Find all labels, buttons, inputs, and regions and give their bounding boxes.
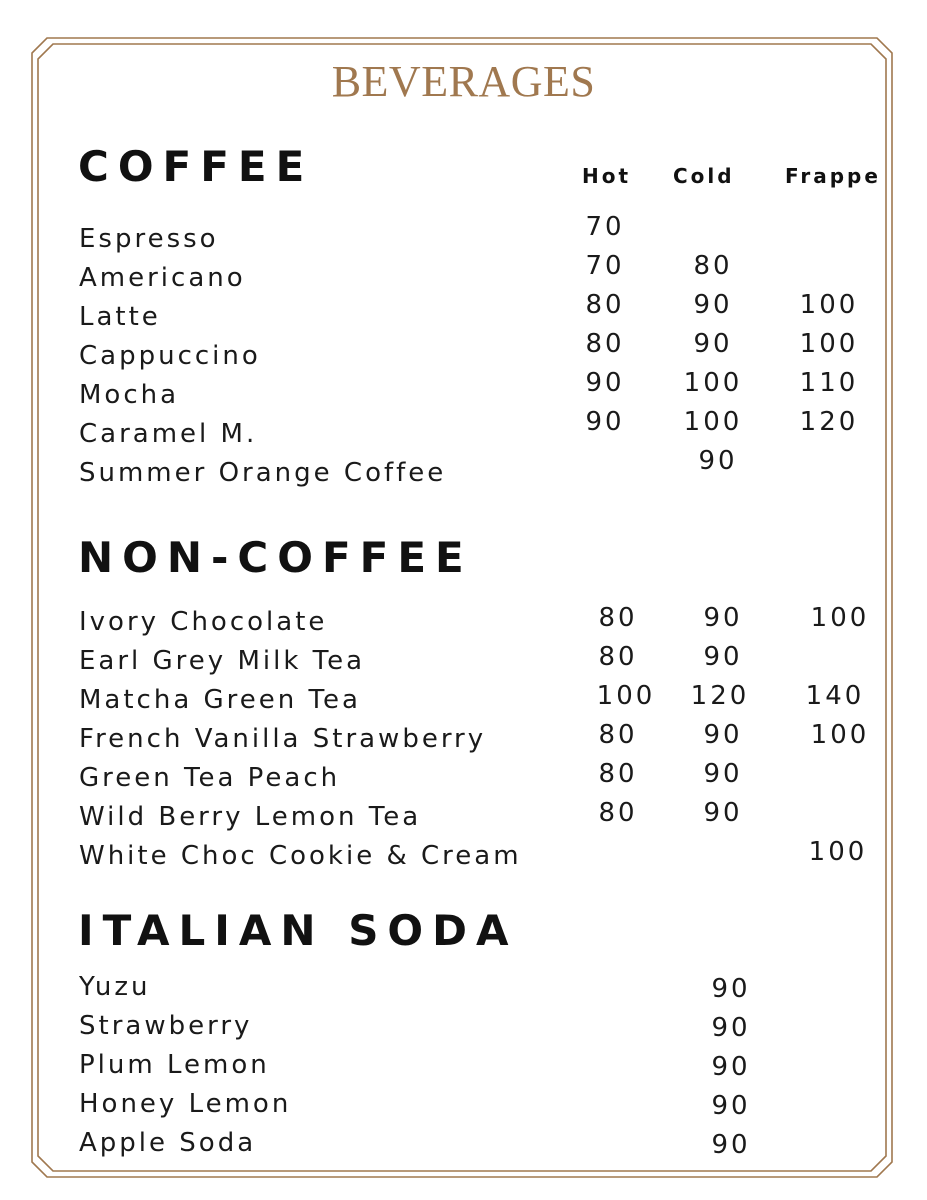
price-cold: 90 — [703, 759, 743, 789]
price: 90 — [711, 974, 751, 1004]
price-cold: 100 — [683, 407, 743, 437]
item-name: Yuzu — [79, 972, 151, 1002]
price-cold: 100 — [683, 368, 743, 398]
price-cold: 90 — [693, 290, 733, 320]
section-heading-non-coffee: NON-COFFEE — [78, 533, 473, 582]
menu-item-row — [0, 759, 927, 793]
price-frappe: 100 — [808, 837, 868, 867]
item-name: Summer Orange Coffee — [79, 458, 447, 488]
price-hot: 80 — [598, 642, 638, 672]
section-heading-coffee: COFFEE — [78, 142, 314, 191]
item-name: Green Tea Peach — [79, 763, 341, 793]
menu-item-row — [0, 720, 927, 754]
column-header-frappe: Frappe — [785, 164, 881, 188]
item-name: Cappuccino — [79, 341, 261, 371]
item-name: French Vanilla Strawberry — [79, 724, 487, 754]
price: 90 — [711, 1052, 751, 1082]
menu-item-row — [0, 212, 927, 254]
menu-item-row — [0, 1050, 927, 1080]
price-hot: 80 — [598, 603, 638, 633]
item-name: Apple Soda — [79, 1128, 257, 1158]
item-name: Americano — [79, 263, 246, 293]
item-name: Plum Lemon — [79, 1050, 270, 1080]
price-frappe: 100 — [799, 290, 859, 320]
price-cold: 90 — [703, 642, 743, 672]
price-hot: 80 — [585, 329, 625, 359]
price-hot: 80 — [598, 798, 638, 828]
menu-item-row — [0, 446, 927, 488]
item-name: Wild Berry Lemon Tea — [79, 802, 422, 832]
item-name: Matcha Green Tea — [79, 685, 361, 715]
price-frappe: 100 — [799, 329, 859, 359]
price-cold: 90 — [693, 329, 733, 359]
item-name: Honey Lemon — [79, 1089, 292, 1119]
price-cold: 90 — [703, 603, 743, 633]
price-cold: 90 — [703, 798, 743, 828]
price: 90 — [711, 1130, 751, 1160]
price: 90 — [711, 1013, 751, 1043]
menu-item-row — [0, 1011, 927, 1041]
menu-item-row — [0, 1128, 927, 1158]
price-hot: 100 — [596, 681, 656, 711]
menu-item-row — [0, 251, 927, 293]
item-name: White Choc Cookie & Cream — [79, 841, 522, 871]
price-frappe: 120 — [799, 407, 859, 437]
price-frappe: 110 — [799, 368, 859, 398]
price-frappe: 140 — [805, 681, 865, 711]
menu-item-row — [0, 407, 927, 449]
price-frappe: 100 — [810, 603, 870, 633]
price-cold: 90 — [698, 446, 738, 476]
column-header-cold: Cold — [673, 164, 735, 188]
item-name: Caramel M. — [79, 419, 258, 449]
menu-title: BEVERAGES — [331, 57, 596, 106]
item-name: Strawberry — [79, 1011, 253, 1041]
price: 90 — [711, 1091, 751, 1121]
price-cold: 120 — [690, 681, 750, 711]
menu-item-row — [0, 681, 927, 715]
price-cold: 90 — [703, 720, 743, 750]
menu-item-row — [0, 603, 927, 637]
item-name: Earl Grey Milk Tea — [79, 646, 366, 676]
menu-item-row — [0, 642, 927, 676]
item-name: Ivory Chocolate — [79, 607, 328, 637]
price-hot: 70 — [585, 251, 625, 281]
price-hot: 90 — [585, 368, 625, 398]
price-hot: 80 — [585, 290, 625, 320]
price-hot: 80 — [598, 759, 638, 789]
item-name: Mocha — [79, 380, 180, 410]
section-heading-italian-soda: ITALIAN SODA — [78, 906, 518, 955]
item-name: Latte — [79, 302, 161, 332]
menu-item-row — [0, 798, 927, 832]
item-name: Espresso — [79, 224, 219, 254]
price-cold: 80 — [693, 251, 733, 281]
menu-item-row — [0, 329, 927, 371]
menu-item-row — [0, 1089, 927, 1119]
price-hot: 90 — [585, 407, 625, 437]
price-frappe: 100 — [810, 720, 870, 750]
menu-item-row — [0, 972, 927, 1002]
price-hot: 80 — [598, 720, 638, 750]
column-header-hot: Hot — [582, 164, 632, 188]
menu-item-row — [0, 368, 927, 410]
menu-item-row — [0, 837, 927, 871]
menu-item-row — [0, 290, 927, 332]
price-hot: 70 — [585, 212, 625, 242]
